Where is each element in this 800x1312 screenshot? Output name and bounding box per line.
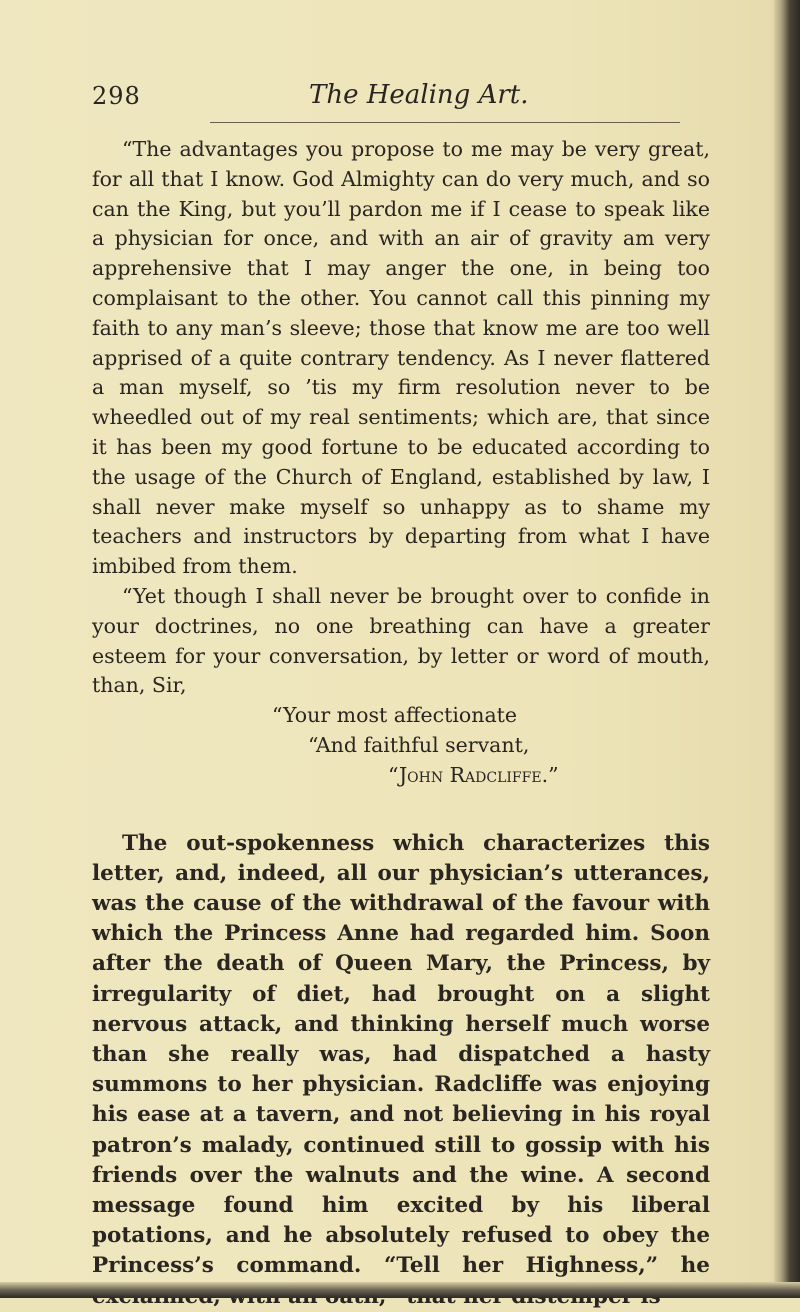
page-number: 298 (92, 82, 141, 110)
page-header (92, 82, 692, 122)
page-text (92, 135, 710, 1312)
paragraph-gap (92, 791, 710, 829)
header-rule (210, 122, 680, 123)
page-bottom-shadow (0, 1282, 800, 1298)
page-edge-shadow (774, 0, 800, 1298)
body-paragraph: The out-spokenness which characterizes this letter, and, indeed, all our physician’s utterances, was the cause of the withdrawal of the favour with which the Princess Anne had regarded him. Soon after the death of Queen Mary, the Princess, by irregularity of diet, had brought on a slight nervous attack, and thinking herself much worse than she really was, had dispatched a hasty summons to her physician. Radcliffe was enjoying his ease at a tavern, and not believing in his royal patron’s malady, continued still to gossip with his friends over the walnuts and the wine. A second message found him excited by his liberal potations, and he absolutely refused to obey the Princess’s command. “Tell her Highness,” he (92, 830, 710, 1279)
letter-signature: “John Radcliffe.” (388, 762, 559, 787)
letter-closing: “Your most affectionate (272, 703, 518, 728)
letter-closing: “And faithful servant, (308, 732, 530, 757)
running-title: The Healing Art. (309, 80, 529, 110)
letter-paragraph: “The advantages you propose to me may be very great, for all that I know. God Almighty can do very much, and so can the King, but you’ll pardon me if I cease to speak like a physician for once, and with an air of gravity am very apprehensive that I may anger the one, in being too complaisant to the other. You cannot call this pinning my faith to any man’s sleeve; those that know me are too well apprised of a quite contrary tendency. As I never flattered a man myself, so ’tis my firm resolution never to be wheedled out of my real sentiments; which are, that since it has been my good fortune to be educated according to the usage of the Church of England, established by law, I shall never make myself so unhappy as to shame my teachers and instructors by departing from what I have imbibed from them. (92, 137, 710, 579)
letter-paragraph: “Yet though I shall never be brought over to confide in your doctrines, no one breathing can have a greater esteem for your conversation, by letter or word of mouth, than, Sir, (92, 583, 710, 698)
